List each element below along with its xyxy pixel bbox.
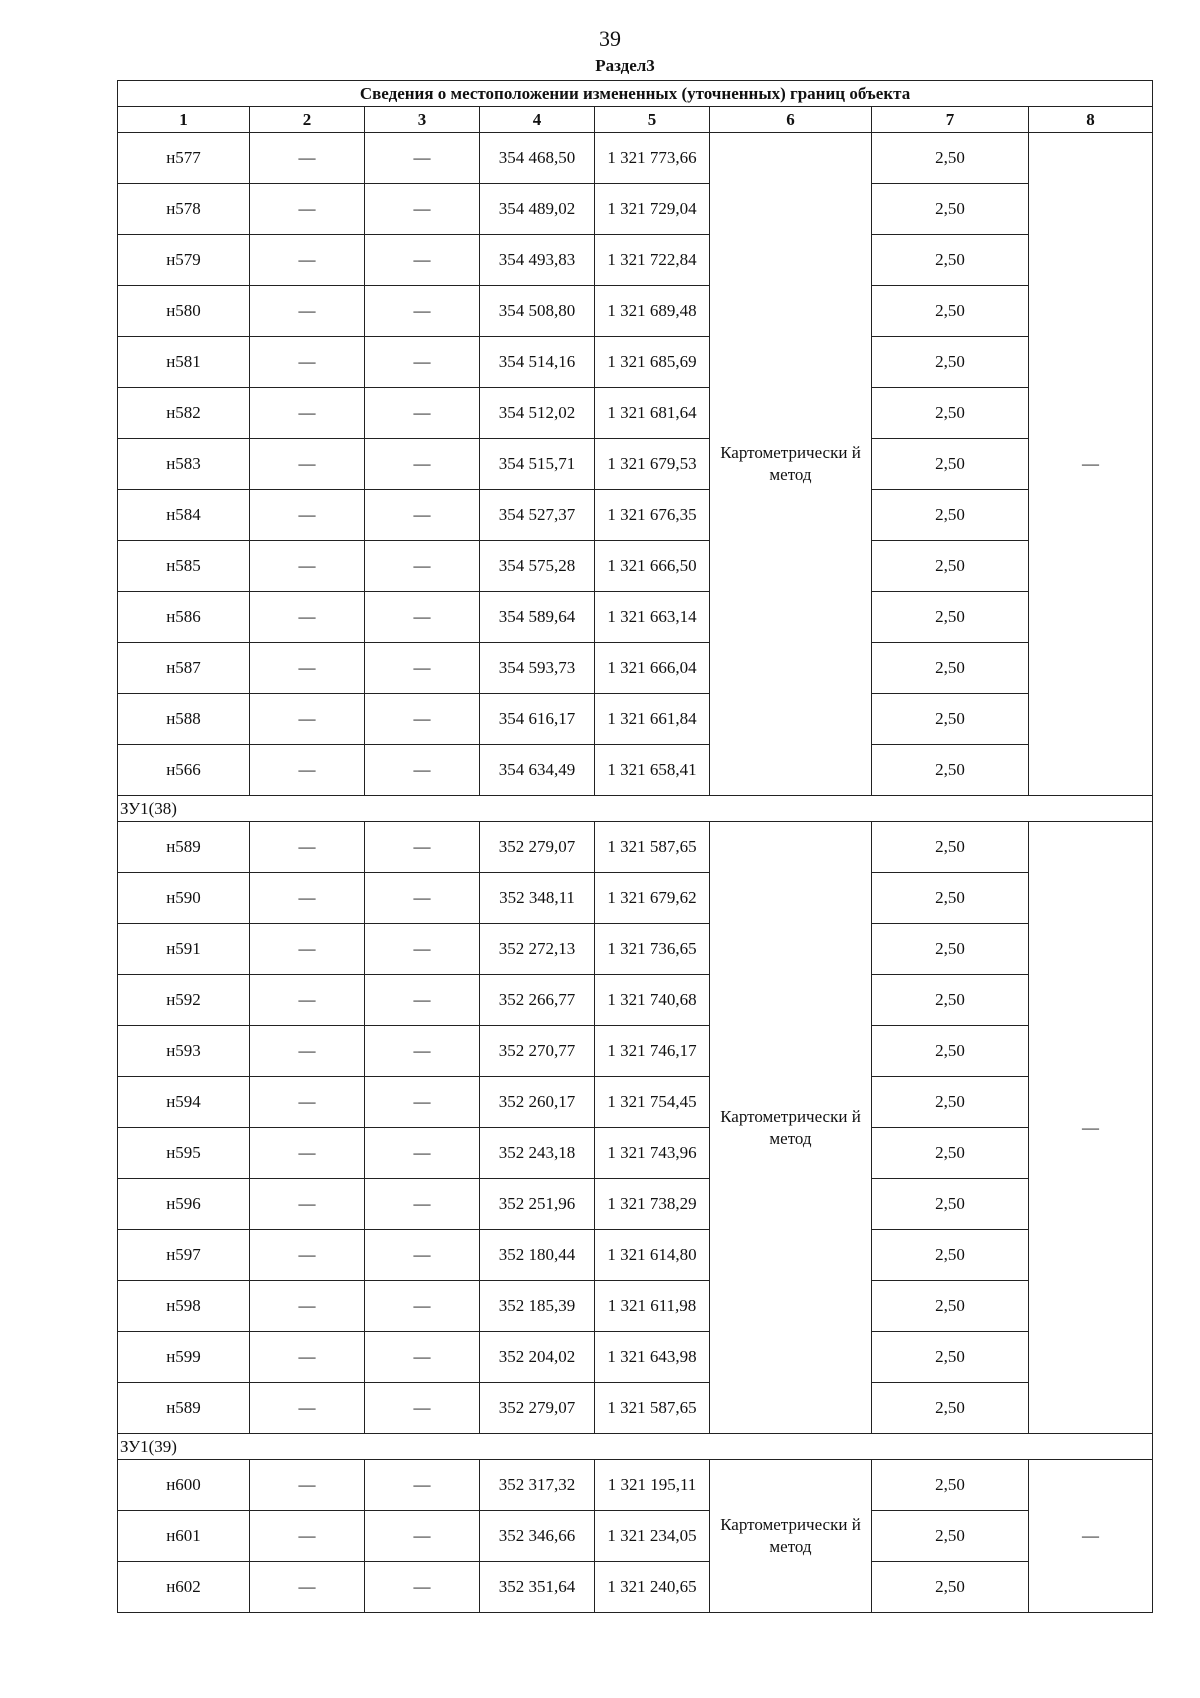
method-cell: Картометрически й метод xyxy=(710,822,872,1434)
y-coordinate-cell: 1 321 754,45 xyxy=(595,1077,710,1128)
point-name-cell: н600 xyxy=(118,1460,250,1511)
y-coordinate-cell: 1 321 738,29 xyxy=(595,1179,710,1230)
col2-cell: — xyxy=(250,1332,365,1383)
accuracy-cell: 2,50 xyxy=(872,1460,1029,1511)
point-name-cell: н580 xyxy=(118,286,250,337)
table-row xyxy=(118,1383,1153,1434)
y-coordinate-cell: 1 321 661,84 xyxy=(595,694,710,745)
col8-cell: — xyxy=(1029,133,1153,796)
point-name-cell: н582 xyxy=(118,388,250,439)
table-row xyxy=(118,873,1153,924)
accuracy-cell: 2,50 xyxy=(872,1511,1029,1562)
accuracy-cell: 2,50 xyxy=(872,388,1029,439)
y-coordinate-cell: 1 321 679,62 xyxy=(595,873,710,924)
y-coordinate-cell: 1 321 611,98 xyxy=(595,1281,710,1332)
y-coordinate-cell: 1 321 679,53 xyxy=(595,439,710,490)
column-number: 1 xyxy=(118,107,250,133)
table-body xyxy=(118,133,1153,1613)
point-name-cell: н599 xyxy=(118,1332,250,1383)
col2-cell: — xyxy=(250,1281,365,1332)
y-coordinate-cell: 1 321 773,66 xyxy=(595,133,710,184)
table-row xyxy=(118,184,1153,235)
accuracy-cell: 2,50 xyxy=(872,1077,1029,1128)
table-row xyxy=(118,1511,1153,1562)
table-row xyxy=(118,822,1153,873)
col3-cell: — xyxy=(365,286,480,337)
accuracy-cell: 2,50 xyxy=(872,1332,1029,1383)
point-name-cell: н581 xyxy=(118,337,250,388)
table-row xyxy=(118,1281,1153,1332)
table-row xyxy=(118,694,1153,745)
accuracy-cell: 2,50 xyxy=(872,924,1029,975)
col3-cell: — xyxy=(365,184,480,235)
table-row xyxy=(118,1460,1153,1511)
col3-cell: — xyxy=(365,439,480,490)
point-name-cell: н586 xyxy=(118,592,250,643)
y-coordinate-cell: 1 321 663,14 xyxy=(595,592,710,643)
table-row xyxy=(118,1230,1153,1281)
x-coordinate-cell: 354 616,17 xyxy=(480,694,595,745)
x-coordinate-cell: 352 270,77 xyxy=(480,1026,595,1077)
x-coordinate-cell: 352 266,77 xyxy=(480,975,595,1026)
table-row xyxy=(118,745,1153,796)
col2-cell: — xyxy=(250,592,365,643)
col3-cell: — xyxy=(365,388,480,439)
accuracy-cell: 2,50 xyxy=(872,286,1029,337)
accuracy-cell: 2,50 xyxy=(872,184,1029,235)
x-coordinate-cell: 354 468,50 xyxy=(480,133,595,184)
table-row xyxy=(118,975,1153,1026)
col3-cell: — xyxy=(365,490,480,541)
point-name-cell: н590 xyxy=(118,873,250,924)
col8-cell: — xyxy=(1029,1460,1153,1613)
method-cell: Картометрически й метод xyxy=(710,133,872,796)
accuracy-cell: 2,50 xyxy=(872,975,1029,1026)
table-row xyxy=(118,592,1153,643)
col2-cell: — xyxy=(250,133,365,184)
col3-cell: — xyxy=(365,1460,480,1511)
col8-cell: — xyxy=(1029,822,1153,1434)
point-name-cell: н589 xyxy=(118,822,250,873)
y-coordinate-cell: 1 321 658,41 xyxy=(595,745,710,796)
col2-cell: — xyxy=(250,694,365,745)
x-coordinate-cell: 352 317,32 xyxy=(480,1460,595,1511)
col2-cell: — xyxy=(250,1179,365,1230)
point-name-cell: н585 xyxy=(118,541,250,592)
method-cell: Картометрически й метод xyxy=(710,1460,872,1613)
y-coordinate-cell: 1 321 729,04 xyxy=(595,184,710,235)
table-row xyxy=(118,235,1153,286)
col3-cell: — xyxy=(365,235,480,286)
y-coordinate-cell: 1 321 614,80 xyxy=(595,1230,710,1281)
point-name-cell: н601 xyxy=(118,1511,250,1562)
accuracy-cell: 2,50 xyxy=(872,592,1029,643)
accuracy-cell: 2,50 xyxy=(872,1230,1029,1281)
point-name-cell: н591 xyxy=(118,924,250,975)
table-row xyxy=(118,1179,1153,1230)
accuracy-cell: 2,50 xyxy=(872,873,1029,924)
col3-cell: — xyxy=(365,873,480,924)
accuracy-cell: 2,50 xyxy=(872,133,1029,184)
x-coordinate-cell: 352 260,17 xyxy=(480,1077,595,1128)
point-name-cell: н579 xyxy=(118,235,250,286)
y-coordinate-cell: 1 321 681,64 xyxy=(595,388,710,439)
point-name-cell: н588 xyxy=(118,694,250,745)
col2-cell: — xyxy=(250,1460,365,1511)
col2-cell: — xyxy=(250,1077,365,1128)
point-name-cell: н598 xyxy=(118,1281,250,1332)
y-coordinate-cell: 1 321 587,65 xyxy=(595,822,710,873)
col2-cell: — xyxy=(250,822,365,873)
point-name-cell: н577 xyxy=(118,133,250,184)
table-row xyxy=(118,1077,1153,1128)
col2-cell: — xyxy=(250,1128,365,1179)
accuracy-cell: 2,50 xyxy=(872,541,1029,592)
x-coordinate-cell: 354 589,64 xyxy=(480,592,595,643)
table-row xyxy=(118,1332,1153,1383)
y-coordinate-cell: 1 321 736,65 xyxy=(595,924,710,975)
table-row xyxy=(118,133,1153,184)
point-name-cell: н584 xyxy=(118,490,250,541)
col3-cell: — xyxy=(365,1179,480,1230)
table-row xyxy=(118,1026,1153,1077)
col3-cell: — xyxy=(365,1383,480,1434)
x-coordinate-cell: 354 514,16 xyxy=(480,337,595,388)
accuracy-cell: 2,50 xyxy=(872,1128,1029,1179)
y-coordinate-cell: 1 321 240,65 xyxy=(595,1562,710,1613)
point-name-cell: н596 xyxy=(118,1179,250,1230)
col3-cell: — xyxy=(365,133,480,184)
x-coordinate-cell: 354 508,80 xyxy=(480,286,595,337)
group-label-row xyxy=(118,1434,1153,1460)
table-row xyxy=(118,1562,1153,1613)
x-coordinate-cell: 354 515,71 xyxy=(480,439,595,490)
table-row xyxy=(118,286,1153,337)
point-name-cell: н592 xyxy=(118,975,250,1026)
x-coordinate-cell: 354 512,02 xyxy=(480,388,595,439)
group-label-row xyxy=(118,796,1153,822)
y-coordinate-cell: 1 321 746,17 xyxy=(595,1026,710,1077)
col2-cell: — xyxy=(250,1511,365,1562)
x-coordinate-cell: 352 348,11 xyxy=(480,873,595,924)
col3-cell: — xyxy=(365,924,480,975)
point-name-cell: н593 xyxy=(118,1026,250,1077)
section-title: Раздел3 xyxy=(595,56,655,75)
col2-cell: — xyxy=(250,745,365,796)
y-coordinate-cell: 1 321 740,68 xyxy=(595,975,710,1026)
table-row xyxy=(118,388,1153,439)
accuracy-cell: 2,50 xyxy=(872,1179,1029,1230)
y-coordinate-cell: 1 321 666,50 xyxy=(595,541,710,592)
accuracy-cell: 2,50 xyxy=(872,1562,1029,1613)
table-row xyxy=(118,490,1153,541)
x-coordinate-cell: 352 279,07 xyxy=(480,822,595,873)
table-row xyxy=(118,1128,1153,1179)
accuracy-cell: 2,50 xyxy=(872,1383,1029,1434)
x-coordinate-cell: 354 489,02 xyxy=(480,184,595,235)
table-row xyxy=(118,924,1153,975)
col2-cell: — xyxy=(250,1383,365,1434)
point-name-cell: н602 xyxy=(118,1562,250,1613)
y-coordinate-cell: 1 321 722,84 xyxy=(595,235,710,286)
accuracy-cell: 2,50 xyxy=(872,1026,1029,1077)
table-row xyxy=(118,643,1153,694)
col2-cell: — xyxy=(250,1562,365,1613)
point-name-cell: н589 xyxy=(118,1383,250,1434)
col2-cell: — xyxy=(250,388,365,439)
col3-cell: — xyxy=(365,1332,480,1383)
y-coordinate-cell: 1 321 234,05 xyxy=(595,1511,710,1562)
x-coordinate-cell: 352 180,44 xyxy=(480,1230,595,1281)
accuracy-cell: 2,50 xyxy=(872,490,1029,541)
col3-cell: — xyxy=(365,822,480,873)
x-coordinate-cell: 352 251,96 xyxy=(480,1179,595,1230)
column-number: 3 xyxy=(365,107,480,133)
accuracy-cell: 2,50 xyxy=(872,643,1029,694)
accuracy-cell: 2,50 xyxy=(872,235,1029,286)
y-coordinate-cell: 1 321 587,65 xyxy=(595,1383,710,1434)
col3-cell: — xyxy=(365,694,480,745)
x-coordinate-cell: 352 185,39 xyxy=(480,1281,595,1332)
col2-cell: — xyxy=(250,490,365,541)
x-coordinate-cell: 352 351,64 xyxy=(480,1562,595,1613)
col3-cell: — xyxy=(365,1026,480,1077)
col2-cell: — xyxy=(250,439,365,490)
col2-cell: — xyxy=(250,337,365,388)
table-row xyxy=(118,337,1153,388)
x-coordinate-cell: 354 593,73 xyxy=(480,643,595,694)
point-name-cell: н595 xyxy=(118,1128,250,1179)
x-coordinate-cell: 352 279,07 xyxy=(480,1383,595,1434)
group-label: ЗУ1(38) xyxy=(118,796,1153,822)
column-number: 6 xyxy=(710,107,872,133)
col2-cell: — xyxy=(250,184,365,235)
page-number: 39 xyxy=(599,26,621,51)
point-name-cell: н597 xyxy=(118,1230,250,1281)
col3-cell: — xyxy=(365,1230,480,1281)
y-coordinate-cell: 1 321 685,69 xyxy=(595,337,710,388)
column-number: 5 xyxy=(595,107,710,133)
coordinates-table xyxy=(117,80,1153,1613)
x-coordinate-cell: 352 243,18 xyxy=(480,1128,595,1179)
group-label: ЗУ1(39) xyxy=(118,1434,1153,1460)
y-coordinate-cell: 1 321 689,48 xyxy=(595,286,710,337)
accuracy-cell: 2,50 xyxy=(872,745,1029,796)
col2-cell: — xyxy=(250,235,365,286)
table-row xyxy=(118,541,1153,592)
y-coordinate-cell: 1 321 195,11 xyxy=(595,1460,710,1511)
accuracy-cell: 2,50 xyxy=(872,1281,1029,1332)
col2-cell: — xyxy=(250,924,365,975)
x-coordinate-cell: 354 634,49 xyxy=(480,745,595,796)
col3-cell: — xyxy=(365,337,480,388)
column-number-row xyxy=(118,107,1153,133)
point-name-cell: н587 xyxy=(118,643,250,694)
x-coordinate-cell: 354 575,28 xyxy=(480,541,595,592)
accuracy-cell: 2,50 xyxy=(872,822,1029,873)
x-coordinate-cell: 352 346,66 xyxy=(480,1511,595,1562)
point-name-cell: н578 xyxy=(118,184,250,235)
x-coordinate-cell: 352 272,13 xyxy=(480,924,595,975)
col3-cell: — xyxy=(365,541,480,592)
col3-cell: — xyxy=(365,975,480,1026)
col2-cell: — xyxy=(250,1230,365,1281)
col3-cell: — xyxy=(365,643,480,694)
y-coordinate-cell: 1 321 666,04 xyxy=(595,643,710,694)
y-coordinate-cell: 1 321 643,98 xyxy=(595,1332,710,1383)
point-name-cell: н583 xyxy=(118,439,250,490)
col3-cell: — xyxy=(365,1511,480,1562)
col2-cell: — xyxy=(250,1026,365,1077)
point-name-cell: н566 xyxy=(118,745,250,796)
y-coordinate-cell: 1 321 743,96 xyxy=(595,1128,710,1179)
col3-cell: — xyxy=(365,745,480,796)
column-number: 4 xyxy=(480,107,595,133)
col2-cell: — xyxy=(250,541,365,592)
column-number: 8 xyxy=(1029,107,1153,133)
col2-cell: — xyxy=(250,975,365,1026)
col2-cell: — xyxy=(250,873,365,924)
col3-cell: — xyxy=(365,1128,480,1179)
col3-cell: — xyxy=(365,1281,480,1332)
x-coordinate-cell: 352 204,02 xyxy=(480,1332,595,1383)
point-name-cell: н594 xyxy=(118,1077,250,1128)
accuracy-cell: 2,50 xyxy=(872,337,1029,388)
table-caption: Сведения о местоположении измененных (уточненных) границ объекта xyxy=(118,81,1153,107)
table-row xyxy=(118,439,1153,490)
x-coordinate-cell: 354 527,37 xyxy=(480,490,595,541)
col3-cell: — xyxy=(365,1077,480,1128)
column-number: 7 xyxy=(872,107,1029,133)
column-number: 2 xyxy=(250,107,365,133)
x-coordinate-cell: 354 493,83 xyxy=(480,235,595,286)
col3-cell: — xyxy=(365,1562,480,1613)
col2-cell: — xyxy=(250,286,365,337)
col3-cell: — xyxy=(365,592,480,643)
col2-cell: — xyxy=(250,643,365,694)
y-coordinate-cell: 1 321 676,35 xyxy=(595,490,710,541)
accuracy-cell: 2,50 xyxy=(872,439,1029,490)
accuracy-cell: 2,50 xyxy=(872,694,1029,745)
